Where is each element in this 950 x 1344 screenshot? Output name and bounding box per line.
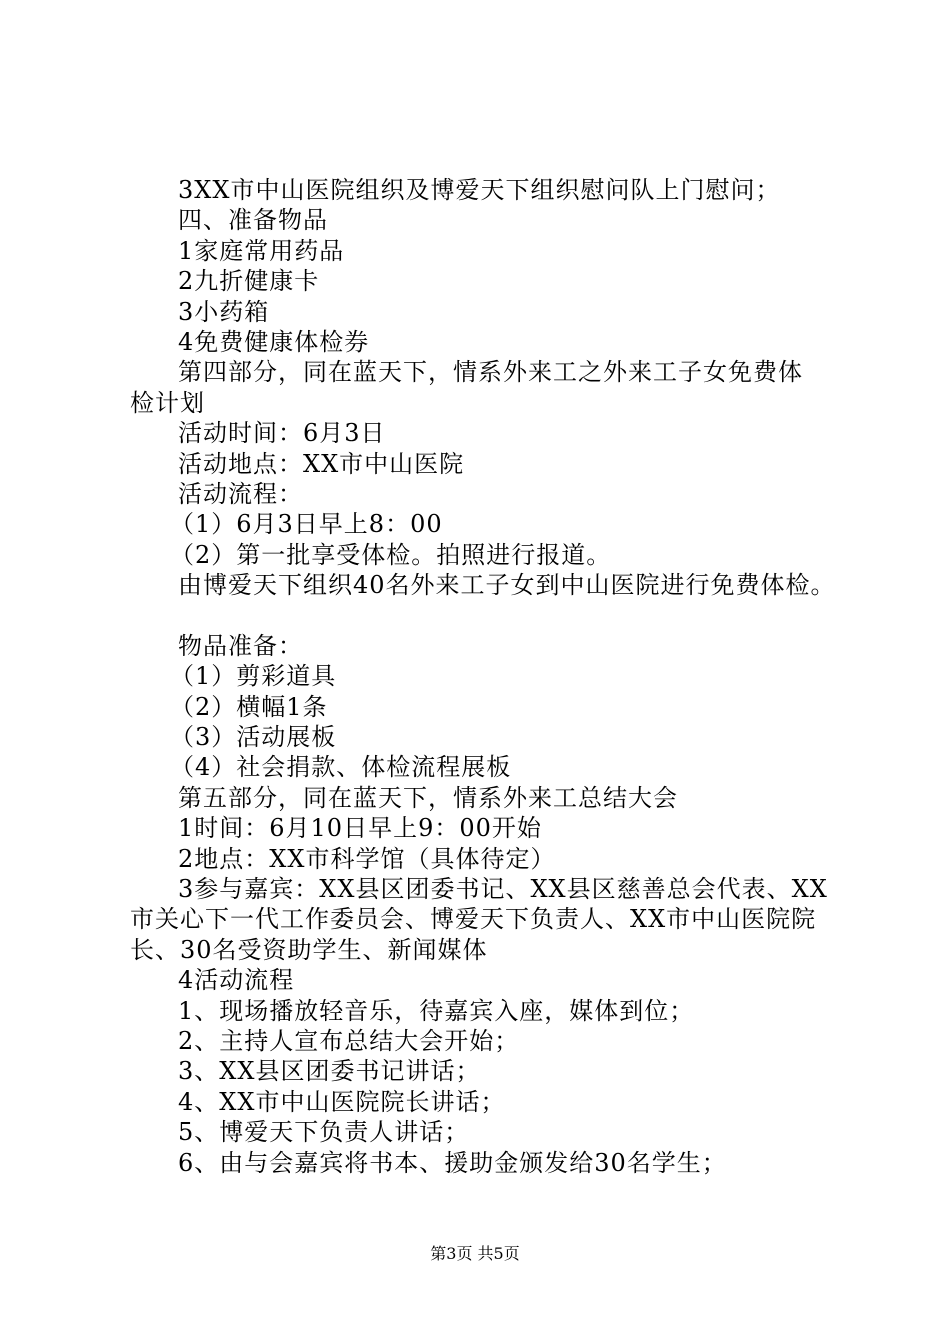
part-heading: 第四部分，同在蓝天下，情系外来工之外来工子女免费体 xyxy=(178,358,803,387)
list-item: 1家庭常用药品 xyxy=(178,236,345,265)
page-footer: 第3页 共5页 xyxy=(430,1244,520,1263)
list-item: 3参与嘉宾：XX县区团委书记、XX县区慈善总会代表、XX xyxy=(178,874,828,903)
list-item: 2九折健康卡 xyxy=(178,267,320,296)
text-line: 活动时间：6月3日 xyxy=(178,419,386,448)
part-heading-continued: 检计划 xyxy=(130,388,205,417)
list-item: 5、博爱天下负责人讲话； xyxy=(178,1118,470,1147)
text-line: 活动流程： xyxy=(178,479,303,508)
list-item: 1时间：6月10日早上9：00开始 xyxy=(178,814,542,843)
list-item: 6、由与会嘉宾将书本、援助金颁发给30名学生； xyxy=(178,1148,727,1177)
text-line: 活动地点：XX市中山医院 xyxy=(178,449,465,478)
list-item: 3小药箱 xyxy=(178,297,270,326)
list-item: 4活动流程 xyxy=(178,966,295,995)
list-item: （4）社会捐款、体检流程展板 xyxy=(170,753,512,782)
text-line: 由博爱天下组织40名外来工子女到中山医院进行免费体检。 xyxy=(178,571,836,600)
list-item: （3）活动展板 xyxy=(170,723,337,752)
blank-line xyxy=(130,600,850,630)
list-item: 2地点：XX市科学馆（具体待定） xyxy=(178,844,556,873)
document-body xyxy=(130,175,850,1178)
text-line-continued: 市关心下一代工作委员会、博爱天下负责人、XX市中山医院院 xyxy=(130,905,817,934)
part-heading: 第五部分，同在蓝天下，情系外来工总结大会 xyxy=(178,783,678,812)
text-line: 物品准备： xyxy=(178,631,303,660)
list-item: 2、主持人宣布总结大会开始； xyxy=(178,1026,520,1055)
list-item: 1、现场播放轻音乐，待嘉宾入座，媒体到位； xyxy=(178,996,695,1025)
list-item: 4免费健康体检券 xyxy=(178,327,370,356)
text-line: 3XX市中山医院组织及博爱天下组织慰问队上门慰问； xyxy=(178,176,781,204)
list-item: （2）横幅1条 xyxy=(170,692,328,721)
list-item: 4、XX市中山医院院长讲话； xyxy=(178,1087,506,1116)
list-item: （2）第一批享受体检。拍照进行报道。 xyxy=(170,540,612,569)
list-item: （1）6月3日早上8：00 xyxy=(170,510,443,539)
list-item: 3、XX县区团委书记讲话； xyxy=(178,1057,481,1086)
text-line-continued: 长、30名受资助学生、新闻媒体 xyxy=(130,935,488,964)
section-heading: 四、准备物品 xyxy=(178,206,328,235)
list-item: （1）剪彩道具 xyxy=(170,662,337,691)
